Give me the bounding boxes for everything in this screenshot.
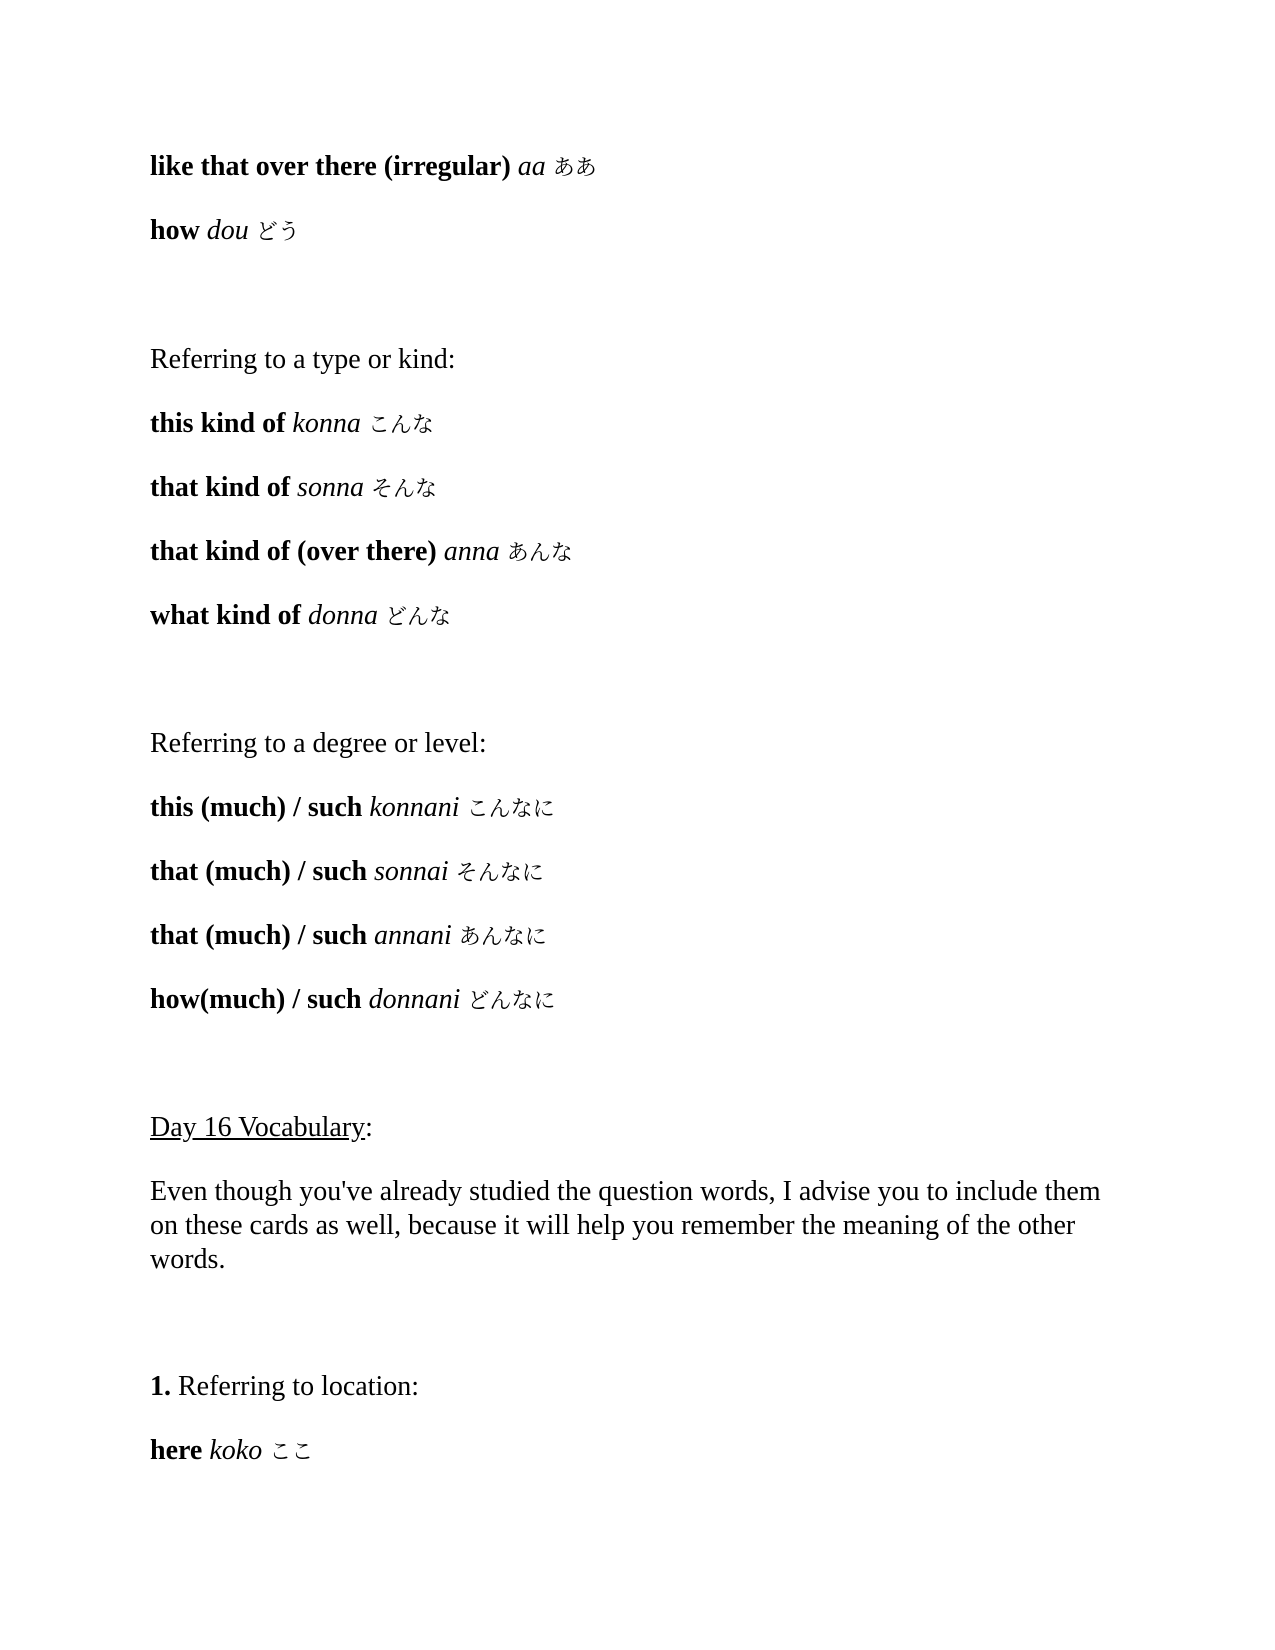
entry-english: here — [150, 1435, 203, 1466]
entry-english: that kind of — [150, 472, 291, 503]
entry-romaji: aa — [517, 151, 546, 182]
entry-english: that (much) / such — [150, 856, 368, 887]
entry-romaji: anna — [443, 536, 500, 567]
entry-kana: ここ — [269, 1440, 314, 1465]
entry-english: this kind of — [150, 408, 286, 439]
entry-english: how — [150, 215, 200, 246]
entry-romaji: donnani — [368, 984, 461, 1015]
entry-romaji: konna — [292, 408, 361, 439]
entry-kana: あんなに — [458, 925, 547, 950]
entry-kana: どんなに — [467, 989, 556, 1014]
vocab-entry — [150, 407, 434, 443]
vocabulary-colon: : — [365, 1112, 373, 1143]
entry-kana: こんなに — [466, 797, 555, 822]
vocab-entry — [150, 855, 544, 891]
entry-romaji: dou — [206, 215, 249, 246]
entry-kana: ああ — [552, 156, 597, 181]
vocab-entry — [150, 150, 597, 186]
entry-kana: どう — [255, 220, 300, 245]
vocabulary-title: Day 16 Vocabulary — [150, 1112, 366, 1143]
entry-english: that (much) / such — [150, 920, 368, 951]
location-number: 1. — [150, 1371, 171, 1402]
vocab-entry — [150, 535, 573, 571]
entry-kana: そんなに — [455, 861, 544, 886]
entry-romaji: sonna — [297, 472, 364, 503]
vocab-entry — [150, 214, 300, 250]
vocab-entry — [150, 471, 437, 507]
entry-english: how(much) / such — [150, 984, 362, 1015]
entry-romaji: sonnai — [374, 856, 449, 887]
section-heading-location — [150, 1370, 419, 1404]
entry-kana: こんな — [367, 413, 434, 438]
section-heading-vocabulary — [150, 1111, 373, 1145]
entry-kana: どんな — [384, 605, 451, 630]
vocab-entry — [150, 791, 555, 827]
entry-romaji: donna — [307, 600, 378, 631]
vocab-entry — [150, 919, 547, 955]
vocab-entry — [150, 599, 451, 635]
entry-romaji: konnani — [369, 792, 460, 823]
entry-romaji: koko — [209, 1435, 263, 1466]
entry-kana: そんな — [370, 477, 437, 502]
section-heading-type: Referring to a type or kind: — [150, 344, 456, 375]
entry-romaji: annani — [374, 920, 452, 951]
entry-english: like that over there (irregular) — [150, 151, 511, 182]
entry-kana: あんな — [506, 541, 573, 566]
vocab-entry — [150, 983, 555, 1019]
vocabulary-paragraph: Even though you've already studied the question words, I advise you to include them on these cards as well, because it will help you remember the meaning of the other words. — [150, 1176, 1101, 1275]
entry-english: that kind of (over there) — [150, 536, 437, 567]
entry-english: what kind of — [150, 600, 301, 631]
vocab-entry — [150, 1434, 313, 1470]
location-heading-text: Referring to location: — [178, 1371, 420, 1402]
section-heading-degree: Referring to a degree or level: — [150, 728, 487, 759]
entry-english: this (much) / such — [150, 792, 363, 823]
